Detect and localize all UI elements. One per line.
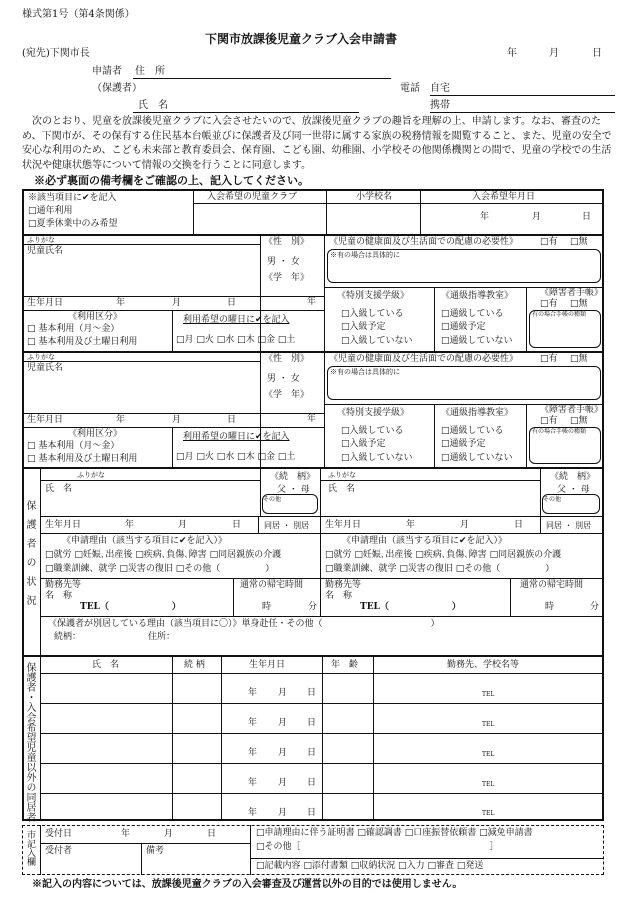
check-instruction: ※該当項目に✔を記入 [28, 193, 117, 203]
household-col-age: 年 齢 [331, 660, 359, 670]
mobile-label: 携帯 [430, 100, 450, 111]
separate-reason[interactable]: 《保護者が別居している理由（該当項目に〇）》単身赴任・その他（ ） [48, 619, 440, 629]
date-month: 月 [549, 48, 559, 59]
guardian1-name-label: 氏 名 [45, 484, 73, 494]
health-yes[interactable]: □有 [540, 237, 558, 247]
office-checks[interactable]: □記載内容 □添付書類 □収納状況 □入力 □審査 □発送 [256, 861, 484, 871]
mobile-line[interactable] [430, 112, 615, 113]
phone-label: 電話 [400, 83, 420, 94]
weekday-checkboxes[interactable]: □月 □火 □水 □木 □金 □土 [176, 335, 296, 345]
guardian2-name-label: 氏 名 [328, 484, 356, 494]
addressee: (宛先)下関市長 [22, 48, 90, 59]
club-header: 入会希望の児童クラブ [207, 192, 298, 202]
address-line[interactable] [133, 78, 391, 79]
start-date-header: 入会希望年月日 [472, 192, 536, 202]
health-no[interactable]: □無 [570, 237, 588, 247]
child-name-label: 児童氏名 [27, 246, 64, 256]
address-label: 住 所 [135, 66, 165, 77]
form-title: 下関市放課後児童クラブ入会申請書 [205, 32, 398, 46]
date-year: 年 [507, 48, 517, 59]
office-documents-row1[interactable]: □申請理由に伴う証明書 □確認調書 □口座振替依頼書 □減免申請書 [256, 828, 533, 838]
office-documents-row2[interactable]: □その他［ ］ [256, 842, 499, 852]
guardian2-tel[interactable]: TEL（ ） [360, 602, 461, 612]
name-line[interactable] [133, 112, 359, 113]
school-header: 小学校名 [356, 192, 393, 202]
guardian2-reasons-row1[interactable]: □就労 □妊娠､出産後 □疾病､負傷､障害 □同居親族の介護 [325, 550, 562, 560]
intro-text: 次のとおり、児童を放課後児童クラブに入会させたいので、放課後児童クラブの趣旨を理解の上、申請します。なお、審査のため、下関市が、その保有する住民基本台帳並びに保護者及び同一世帯に属する家族の税務情報を閲覧すること、また、児童の安全で安心な利用のため、こども未来部と教育委員会、保育園、こども園、幼稚園、小学校その他関係機関との間で、児童の学校での生活状況や健康状態等について情報の交換を行うことに同意します。 [22, 116, 612, 171]
guardian1-tel[interactable]: TEL（ ） [80, 602, 181, 612]
guardian1-reasons-row1[interactable]: □就労 □妊娠､出産後 □疾病､負傷､障害 □同居親族の介護 [45, 550, 282, 560]
applicant-label: 申請者 [92, 66, 122, 77]
guardian2-relation-options[interactable]: 父 ・ 母 [557, 485, 590, 495]
name-label: 氏 名 [138, 100, 168, 111]
guardian1-reasons-row2[interactable]: □職業訓練、就学 □災害の復旧 □その他（ ） [45, 564, 275, 574]
home-phone-label: 自宅 [430, 83, 450, 94]
guardian1-relation-options[interactable]: 父 ・ 母 [277, 485, 310, 495]
back-notice: ※必ず裏面の備考欄をご確認の上、記入してください。 [34, 174, 309, 187]
home-phone-line[interactable] [430, 95, 615, 96]
guardian-label: （保護者） [92, 83, 142, 94]
form-number: 様式第1号（第4条関係） [22, 9, 135, 20]
household-label: 保護者・入会希望児童以外の同居者 [24, 662, 35, 822]
application-form-page: 様式第1号（第4条関係） 下関市放課後児童クラブ入会申請書 (宛先)下関市長 年 月 日 申請者 住 所 （保護者） 電話 自宅 氏 名 携帯 次のとおり、児童を放課後児童クラブに入会させたいので、放課後児童クラブの趣旨を理解の上、申請します。なお、審査のため、下関市が、その保有する住民基本台帳並びに保護者及び同一世帯に属する家族の税務情報を閲覧すること、また、児童の安全で安心な利用のため、こども未来部と教育委員会、保育園、こども園、幼稚園、小学校その他関係機関との間で、児童の学校での生活状況や健康状態等について情報の交換を行うことに同意します。 ※必ず裏面の備考欄をご確認の上、記入してください。 ※該当項目に✔を記入 □通年利用 □夏季休業中のみ希望 入会希望の児童クラブ 小学校名 入会希望年月日 年 月 日 ふりがな 児童氏名 《性 別》 男 ・ 女 《学 年》 年 《児童の健康面及び生活面での配慮の必要性》 □有 □無 ※有の場合は具体的に 生年月日 年 月 日 《特別支援学級》 《通級指導教室》 《障害者手帳》 □有 □無 有の場合手帳の種類 □入級している □入級予定 □入級していない □通級している □通級予定 □通級していない 《利用区分》 □ 基本利用（月～金） □ 基本利用及び土曜日利用 利用希望の曜日に✔を記入 □月 □火 □水 □木 □金 □土 ふりがな 児童氏名 《性 別》 男 ・ 女 《学 年》 年 《児童の健康面及び生活面での配慮の必要性》 □有 □無 ※有の場合は具体的に 生年月日 年 月 日 《特別支援学級》 《通級指導教室》 《障害者手帳》 □有 □無 有の場合手帳の種類 □入級している □入級予定 □入級していない □通級している □通級予定 □通級していない 《利用区分》 □ 基本利用（月～金） □ 基本利用及び土曜日利用 利用希望の曜日に✔を記入 □月 □火 □水 □木 □金 □土 保護者の状況 ふりがな 氏 名 《続 柄》 父 ・ 母 その他 ふりがな 氏 名 《続 柄》 父 ・ 母 その他 生年月日 年 月 日 同居 ・ 別居 生年月日 年 月 日 同居 ・ 別居 《申請理由（該当する項目に✔を記入）》 □就労 □妊娠､出産後 □疾病､負傷､障害 □同居親族の介護 □職業訓練、就学 □災害の復旧 □その他（ ） 《申請理由（該当する項目に✔を記入）》 □就労 □妊娠､出産後 □疾病､負傷､障害 □同居親族の介護 □職業訓練、就学 □災害の復旧 □その他（ ） 勤務先等 名 称 TEL（ ） 通常の帰宅時間 時 分 勤務先等 名 称 TEL（ ） 通常の帰宅時間 時 分 《保護者が別居している理由（該当項目に〇）》単身赴任・その他（ ） 続柄： 住所： 保護者・入会希望児童以外の同居者 氏 名 続 柄 生年月日 年 齢 勤務先、学校名等 年 月 日 TEL 年 月 日 TEL 年 月 日 TEL 年 月 日 TEL 年 月 日 TEL 市記入欄 受付日 年 月 日 受付者 備考 □申請理由に伴う証明書 □確認調書 □口座振替依頼書 □減免申請書 □その他［ ］ □記載内容 □添付書類 □収納状況 □入力 □審査 □発送 ※記入の内容については、放課後児童クラブの入会審査及び運営以外の目的では使用しません。 [0, 0, 630, 903]
guardian-status-label: 保護者の状況 [24, 500, 35, 614]
guardian2-reasons-row2[interactable]: □職業訓練、就学 □災害の復旧 □その他（ ） [325, 564, 555, 574]
date-day: 日 [592, 48, 602, 59]
option-summer-only[interactable]: □夏季休業中のみ希望 [28, 219, 118, 229]
household-col-work: 勤務先、学校名等 [447, 660, 520, 670]
household-col-name: 氏 名 [92, 660, 120, 670]
office-use-label: 市記入欄 [25, 830, 35, 866]
footer-notice: ※記入の内容については、放課後児童クラブの入会審査及び運営以外の目的では使用しません。 [32, 879, 463, 890]
health-header: 《児童の健康面及び生活面での配慮の必要性》 [329, 237, 519, 247]
household-col-relation: 続 柄 [184, 660, 205, 670]
household-col-birth: 生年月日 [249, 660, 286, 670]
child-sex-options[interactable]: 男 ・ 女 [267, 257, 300, 267]
option-yearround[interactable]: □通年利用 [28, 206, 73, 216]
